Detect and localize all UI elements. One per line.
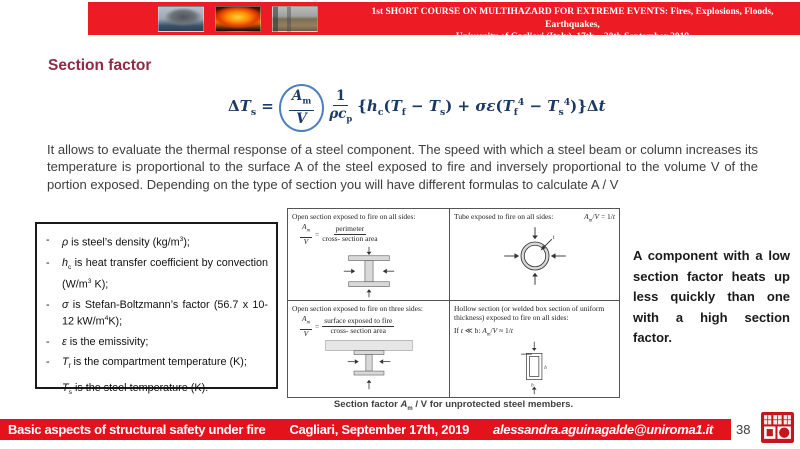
- panel-formula: $A_m/V = 1/t$: [584, 212, 615, 224]
- footer-venue-date: Cagliari, September 17th, 2019: [289, 422, 470, 437]
- definition-ts: $T_s$ is the steel temperature (K).: [62, 381, 209, 396]
- svg-text:b: b: [530, 383, 534, 389]
- footer-email: alessandra.aguinagalde@uniroma1.it: [493, 422, 713, 437]
- list-item: [43, 298, 268, 329]
- fraction-denominator: V: [296, 110, 307, 127]
- definition-tf: $T_f$ is the compartment temperature (K);: [62, 356, 247, 371]
- definition-sigma: σ is Stefan-Boltzmann’s factor (56.7 x 10-12 $kW/m^4K$);: [62, 298, 268, 328]
- panel-condition: If t ≪ b: $A_m/V \approx 1/t$: [454, 326, 513, 338]
- fraction-denominator: $\rho c_p$: [329, 106, 353, 124]
- ratio-fraction: perimeter cross- section area: [322, 224, 378, 244]
- dash-bullet: -: [46, 256, 50, 269]
- svg-text:h: h: [543, 365, 547, 371]
- dash-bullet: -: [46, 335, 50, 348]
- dash-bullet: -: [46, 381, 50, 394]
- panel-title: Open section exposed to fire on all sides:: [292, 212, 416, 221]
- hollow-box-diagram: [470, 341, 600, 395]
- figure-caption: Section factor $A_m$ / V for unprotected steel members.: [333, 399, 574, 412]
- flood-photo: [272, 6, 318, 32]
- list-item: [43, 355, 268, 374]
- definition-hc: $h_c$ is heat transfer coefficient by convection ($W/m^3$ K);: [62, 256, 268, 291]
- section-factor-figure: [287, 208, 620, 398]
- figure-panel-tube: [450, 209, 619, 301]
- dash-bullet: -: [46, 234, 50, 246]
- heat-capacity-fraction: [329, 89, 352, 127]
- footer-course-title: Basic aspects of structural safety under fire: [8, 422, 266, 437]
- am-over-v: $\frac{A_m}{V}$: [302, 314, 310, 338]
- banner-line2: University of Cagliari (Italy), 17th – 20th September 2019: [455, 32, 690, 42]
- ratio-fraction: surface exposed to fire cross- section area: [324, 316, 393, 336]
- page-title: Section factor: [48, 57, 152, 74]
- i-beam-all-sides-diagram: [299, 246, 439, 298]
- section-factor-fraction: [289, 89, 314, 127]
- figure-panel-open-three-sides: [288, 301, 450, 397]
- figure-panel-hollow-section: [450, 301, 619, 397]
- am-over-v: $\frac{A_m}{V}$: [302, 222, 310, 246]
- equals-sign: =: [314, 322, 320, 331]
- formula-lhs: $\Delta T_s$ =: [228, 97, 274, 119]
- list-item: [43, 335, 268, 349]
- main-formula: [228, 84, 606, 132]
- panel-title: Tube exposed to fire on all sides:: [454, 212, 554, 221]
- section-factor-highlight-ellipse: [279, 84, 324, 132]
- fire-photo: [215, 6, 261, 32]
- side-note: A component with a low section factor heats up less quickly than one with a high section factor.: [633, 248, 790, 345]
- formula-rhs: $\{h_c(T_f - T_s) + \sigma\varepsilon(T_f^4 - T_s^4)\}\Delta t$: [357, 97, 606, 119]
- university-seal-logo: [761, 412, 794, 443]
- dash-bullet: -: [46, 356, 50, 369]
- panel-formula: [300, 315, 445, 338]
- volcano-photo: [158, 6, 204, 32]
- equals-sign: =: [314, 230, 320, 239]
- panel-title: Open section exposed to fire on three sides:: [292, 304, 424, 313]
- fraction-numerator: 1: [333, 89, 348, 106]
- panel-formula: [300, 223, 445, 246]
- banner-photo-strip: [158, 6, 318, 32]
- tube-section-diagram: [465, 226, 605, 286]
- definition-epsilon: ε is the emissivity;: [62, 335, 149, 348]
- header-banner: [88, 2, 800, 42]
- svg-text:t: t: [552, 234, 554, 241]
- course-banner-text: [350, 6, 795, 44]
- fraction-numerator: $A_m$: [289, 89, 314, 111]
- page-number: 38: [736, 422, 751, 437]
- panel-title: Hollow section (or welded box section of uniform thickness) exposed to fire on all sides:: [454, 304, 605, 322]
- list-item: [43, 233, 268, 250]
- definitions-box: [35, 222, 278, 396]
- figure-panel-open-all-sides: [288, 209, 450, 301]
- list-item: [43, 381, 268, 400]
- definition-rho: ρ is steel’s density $(kg/m^3)$;: [62, 236, 190, 249]
- footer-bar: [0, 419, 731, 440]
- banner-line1: 1st SHORT COURSE ON MULTIHAZARD FOR EXTREME EVENTS: Fires, Explosions, Floods, Earthquakes,: [371, 7, 774, 30]
- dash-bullet: -: [46, 298, 50, 311]
- i-beam-slab-diagram: [299, 338, 439, 390]
- list-item: [43, 256, 268, 292]
- body-paragraph: It allows to evaluate the thermal response of a steel component. The speed with which a steel beam or column increases its temperature is proportional to the surface A of the steel exposed to fire and inversely proportional to the volume V of the portion exposed. Depending on the type of section you will have different formulas to calculate A / V: [47, 142, 758, 192]
- panel-title-row: [454, 212, 615, 226]
